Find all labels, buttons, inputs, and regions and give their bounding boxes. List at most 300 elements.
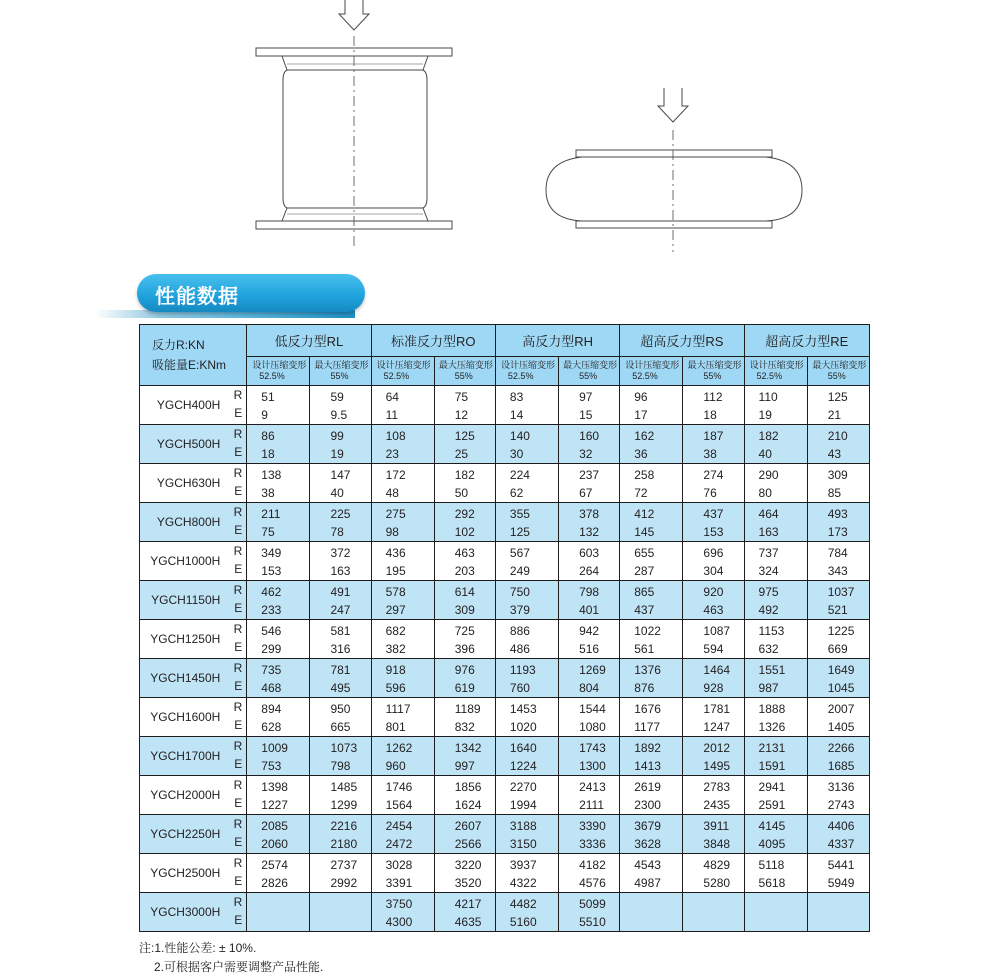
- subheader-design-deflection: [247, 356, 310, 385]
- table-row: [140, 464, 870, 503]
- energy-label: E: [234, 445, 243, 459]
- model-cell: [140, 659, 247, 698]
- energy-value: 5280: [703, 876, 731, 890]
- subheader-max-deflection: [434, 356, 495, 385]
- reaction-value: 274: [703, 468, 724, 482]
- value-cell: [807, 893, 869, 932]
- reaction-value: 59: [330, 390, 344, 404]
- reaction-label: R: [233, 622, 243, 636]
- compressed-body: [546, 157, 802, 221]
- energy-value: 264: [579, 564, 600, 578]
- reaction-value: 275: [385, 507, 406, 521]
- reaction-value: 99: [330, 429, 344, 443]
- value-cell: [495, 659, 558, 698]
- energy-value: 132: [579, 525, 600, 539]
- subheader-label: 最大压缩变形: [687, 359, 742, 370]
- energy-value: 760: [509, 681, 530, 695]
- energy-value: 1624: [454, 798, 482, 812]
- energy-label: E: [234, 562, 243, 576]
- reaction-value: 567: [509, 546, 530, 560]
- reaction-label: R: [233, 778, 243, 792]
- energy-value: 2180: [330, 837, 358, 851]
- value-cell: [744, 542, 807, 581]
- energy-value: 3520: [454, 876, 482, 890]
- reaction-value: 578: [385, 585, 406, 599]
- reaction-value: 125: [454, 429, 475, 443]
- reaction-value: 412: [634, 507, 655, 521]
- energy-value: 233: [261, 603, 282, 617]
- value-cell: [371, 737, 434, 776]
- reaction-value: 1037: [827, 585, 855, 599]
- corner-label-reaction: 反力R:KN: [152, 338, 205, 352]
- value-cell: [495, 464, 558, 503]
- reaction-value: 86: [261, 429, 275, 443]
- energy-value: 203: [454, 564, 475, 578]
- reaction-value: 1892: [634, 741, 661, 755]
- energy-value: 928: [703, 681, 724, 695]
- table-row: [140, 854, 870, 893]
- value-cell: [495, 620, 558, 659]
- subheader-max-deflection: [683, 356, 744, 385]
- energy-value: 287: [634, 564, 655, 578]
- energy-value: 18: [703, 408, 717, 422]
- model-cell: [140, 776, 247, 815]
- value-cell: [620, 659, 683, 698]
- value-cell: [371, 503, 434, 542]
- reaction-value: 975: [758, 585, 779, 599]
- energy-value: 30: [509, 447, 524, 461]
- reaction-value: 491: [330, 585, 351, 599]
- energy-value: 382: [385, 642, 406, 656]
- energy-value: 4095: [758, 837, 786, 851]
- energy-value: 4300: [385, 915, 413, 929]
- reaction-value: 147: [330, 468, 351, 482]
- subheader-percent: 55%: [703, 370, 722, 381]
- value-cell: [620, 893, 683, 932]
- value-cell: [559, 776, 620, 815]
- value-cell: [434, 893, 495, 932]
- energy-value: 72: [634, 486, 648, 500]
- section-heading: [95, 272, 355, 320]
- energy-label: E: [234, 679, 243, 693]
- reaction-label: R: [233, 661, 243, 675]
- subheader-percent: 52.5%: [756, 370, 783, 381]
- energy-value: 396: [454, 642, 475, 656]
- energy-value: 80: [758, 486, 772, 500]
- reaction-value: 3911: [703, 819, 730, 833]
- reaction-value: 1676: [634, 702, 661, 716]
- load-arrow-left: [339, 0, 369, 30]
- reaction-value: 172: [385, 468, 406, 482]
- energy-value: 125: [509, 525, 530, 539]
- subheader-label: 最大压缩变形: [314, 359, 369, 370]
- reaction-value: 1544: [579, 702, 606, 716]
- energy-value: 5510: [579, 915, 606, 929]
- model-name: YGCH400H: [156, 398, 221, 412]
- reaction-value: 110: [758, 390, 778, 404]
- energy-value: 3391: [385, 876, 413, 890]
- value-cell: [247, 542, 310, 581]
- model-name: YGCH2000H: [150, 788, 221, 802]
- compressed-fender-diagram: [546, 88, 802, 252]
- reaction-value: 1087: [703, 624, 731, 638]
- energy-value: 1413: [634, 759, 661, 773]
- value-cell: [434, 464, 495, 503]
- reaction-label: R: [233, 817, 243, 831]
- value-cell: [371, 893, 434, 932]
- subheader-percent: 55%: [579, 370, 598, 381]
- energy-value: 21: [827, 408, 842, 422]
- model-cell: [140, 737, 247, 776]
- value-cell: [620, 698, 683, 737]
- value-cell: [310, 542, 371, 581]
- energy-value: 62: [509, 486, 524, 500]
- reaction-value: 2266: [827, 741, 855, 755]
- value-cell: [495, 386, 558, 425]
- energy-value: 163: [758, 525, 779, 539]
- energy-value: 2300: [634, 798, 661, 812]
- value-cell: [310, 737, 371, 776]
- reaction-value: 4217: [454, 897, 482, 911]
- energy-value: 3848: [703, 837, 731, 851]
- reaction-label: R: [233, 388, 243, 402]
- subheader-max-deflection: [310, 356, 371, 385]
- energy-value: 309: [454, 603, 475, 617]
- reaction-label: R: [233, 427, 243, 441]
- value-cell: [683, 542, 744, 581]
- value-cell: [620, 776, 683, 815]
- subheader-label: 最大压缩变形: [812, 359, 867, 370]
- energy-value: 67: [579, 486, 593, 500]
- energy-value: 36: [634, 447, 648, 461]
- reaction-label: R: [233, 895, 243, 909]
- reaction-value: 349: [261, 546, 282, 560]
- reaction-value: 258: [634, 468, 655, 482]
- model-name: YGCH2250H: [150, 827, 221, 841]
- model-cell: [140, 698, 247, 737]
- value-cell: [371, 776, 434, 815]
- energy-value: 1405: [827, 720, 855, 734]
- reaction-value: 140: [509, 429, 530, 443]
- energy-value: 145: [634, 525, 655, 539]
- value-cell: [683, 386, 744, 425]
- reaction-value: 5118: [758, 858, 785, 872]
- reaction-value: 696: [703, 546, 724, 560]
- energy-value: 17: [634, 408, 648, 422]
- value-cell: [744, 854, 807, 893]
- table-row: [140, 698, 870, 737]
- reaction-label: R: [233, 505, 243, 519]
- value-cell: [247, 659, 310, 698]
- value-cell: [310, 581, 371, 620]
- energy-label: E: [234, 796, 243, 810]
- group-header-rs: 超高反力型RS: [620, 325, 744, 357]
- compressed-top-flange: [576, 150, 772, 157]
- note-tolerance: 注:1.性能公差: ± 10%.: [139, 941, 257, 955]
- reaction-value: [620, 893, 682, 895]
- energy-value: 4635: [454, 915, 482, 929]
- energy-value: 5618: [758, 876, 786, 890]
- reaction-value: 735: [261, 663, 282, 677]
- energy-value: 521: [827, 603, 848, 617]
- model-cell: [140, 503, 247, 542]
- table-row: [140, 893, 870, 932]
- reaction-value: 920: [703, 585, 724, 599]
- energy-value: 596: [385, 681, 406, 695]
- energy-value: 78: [330, 525, 344, 539]
- fender-body-right: [423, 56, 428, 221]
- reaction-value: 4145: [758, 819, 786, 833]
- value-cell: [434, 698, 495, 737]
- value-cell: [247, 620, 310, 659]
- reaction-value: 125: [827, 390, 848, 404]
- value-cell: [371, 815, 434, 854]
- energy-value: 5949: [827, 876, 855, 890]
- table-row: [140, 776, 870, 815]
- reaction-value: 1225: [827, 624, 855, 638]
- value-cell: [683, 776, 744, 815]
- energy-value: 468: [261, 681, 282, 695]
- model-cell: [140, 386, 247, 425]
- energy-value: 304: [703, 564, 724, 578]
- value-cell: [247, 893, 310, 932]
- performance-table: [139, 324, 870, 932]
- value-cell: [434, 503, 495, 542]
- value-cell: [559, 503, 620, 542]
- subheader-max-deflection: [559, 356, 620, 385]
- value-cell: [247, 386, 310, 425]
- value-cell: [495, 425, 558, 464]
- reaction-value: 886: [509, 624, 530, 638]
- reaction-value: 1649: [827, 663, 855, 677]
- reaction-value: 5441: [827, 858, 855, 872]
- energy-value: 1591: [758, 759, 786, 773]
- reaction-value: 1193: [509, 663, 536, 677]
- value-cell: [620, 620, 683, 659]
- reaction-value: 187: [703, 429, 724, 443]
- reaction-value: 112: [703, 390, 723, 404]
- subheader-max-deflection: [807, 356, 869, 385]
- energy-value: 9: [261, 408, 268, 422]
- subheader-label: 最大压缩变形: [563, 359, 618, 370]
- energy-value: 401: [579, 603, 600, 617]
- reaction-value: 3028: [385, 858, 413, 872]
- energy-value: 2111: [579, 798, 604, 812]
- subheader-percent: 55%: [454, 370, 473, 381]
- fender-body-left: [282, 56, 287, 221]
- subheader-label: 最大压缩变形: [438, 359, 493, 370]
- subheader-percent: 52.5%: [259, 370, 285, 381]
- energy-value: 1994: [509, 798, 537, 812]
- reaction-value: 4182: [579, 858, 606, 872]
- reaction-value: 493: [827, 507, 848, 521]
- energy-value: 38: [703, 447, 717, 461]
- reaction-value: 1022: [634, 624, 661, 638]
- energy-value: 3628: [634, 837, 661, 851]
- value-cell: [807, 503, 869, 542]
- reaction-value: 182: [454, 468, 475, 482]
- reaction-value: 1189: [454, 702, 481, 716]
- value-cell: [371, 542, 434, 581]
- reaction-label: R: [233, 700, 243, 714]
- energy-value: 23: [385, 447, 399, 461]
- reaction-value: 292: [454, 507, 475, 521]
- value-cell: [683, 893, 744, 932]
- subheader-percent: 55%: [827, 370, 846, 381]
- model-name: YGCH1450H: [150, 671, 221, 685]
- subheader-label: 设计压缩变形: [500, 359, 555, 370]
- reaction-value: 1073: [330, 741, 358, 755]
- reaction-value: 4829: [703, 858, 731, 872]
- energy-label: E: [234, 718, 243, 732]
- reaction-value: 1153: [758, 624, 785, 638]
- reaction-value: 737: [758, 546, 779, 560]
- reaction-value: 3750: [385, 897, 413, 911]
- value-cell: [683, 854, 744, 893]
- value-cell: [559, 698, 620, 737]
- reaction-value: 1269: [579, 663, 606, 677]
- energy-value: 4576: [579, 876, 606, 890]
- reaction-value: 2012: [703, 741, 731, 755]
- energy-value: 75: [261, 525, 275, 539]
- reaction-value: 3390: [579, 819, 606, 833]
- reaction-label: R: [233, 856, 243, 870]
- value-cell: [620, 542, 683, 581]
- energy-value: 25: [454, 447, 469, 461]
- reaction-value: 462: [261, 585, 282, 599]
- reaction-value: 309: [827, 468, 848, 482]
- value-cell: [310, 425, 371, 464]
- subheader-row: [140, 356, 870, 385]
- reaction-value: 182: [758, 429, 779, 443]
- reaction-value: 942: [579, 624, 600, 638]
- energy-value: 2566: [454, 837, 482, 851]
- value-cell: [559, 815, 620, 854]
- energy-value: 9.5: [330, 408, 348, 422]
- reaction-value: 108: [385, 429, 406, 443]
- energy-value: 85: [827, 486, 842, 500]
- reaction-value: 378: [579, 507, 600, 521]
- energy-value: 561: [634, 642, 655, 656]
- table-body: [140, 386, 870, 932]
- reaction-value: 682: [385, 624, 406, 638]
- table-row: [140, 815, 870, 854]
- reaction-value: 2216: [330, 819, 358, 833]
- value-cell: [683, 659, 744, 698]
- reaction-value: 464: [758, 507, 779, 521]
- model-cell: [140, 425, 247, 464]
- notes: [139, 939, 323, 977]
- energy-value: 2435: [703, 798, 731, 812]
- table-row: [140, 503, 870, 542]
- reaction-value: 64: [385, 390, 399, 404]
- value-cell: [371, 698, 434, 737]
- energy-value: 619: [454, 681, 475, 695]
- energy-value: 18: [261, 447, 275, 461]
- fender-diagrams: [0, 0, 987, 270]
- energy-value: 163: [330, 564, 351, 578]
- energy-value: 153: [703, 525, 724, 539]
- value-cell: [310, 815, 371, 854]
- energy-value: 753: [261, 759, 282, 773]
- value-cell: [495, 698, 558, 737]
- value-cell: [310, 464, 371, 503]
- energy-value: 2826: [261, 876, 288, 890]
- energy-value: 153: [261, 564, 282, 578]
- reaction-value: 1856: [454, 780, 482, 794]
- reaction-value: 3679: [634, 819, 661, 833]
- value-cell: [620, 854, 683, 893]
- value-cell: [310, 854, 371, 893]
- value-cell: [434, 659, 495, 698]
- reaction-label: R: [233, 739, 243, 753]
- reaction-value: 162: [634, 429, 655, 443]
- reaction-value: 2085: [261, 819, 288, 833]
- value-cell: [434, 854, 495, 893]
- energy-label: E: [234, 757, 243, 771]
- subheader-percent: 55%: [330, 370, 349, 381]
- reaction-value: 2131: [758, 741, 786, 755]
- subheader-label: 设计压缩变形: [625, 359, 680, 370]
- value-cell: [683, 620, 744, 659]
- reaction-value: 581: [330, 624, 351, 638]
- value-cell: [247, 464, 310, 503]
- energy-value: 173: [827, 525, 848, 539]
- value-cell: [495, 542, 558, 581]
- reaction-value: 3188: [509, 819, 537, 833]
- reaction-value: 750: [509, 585, 530, 599]
- energy-value: 665: [330, 720, 351, 734]
- reaction-value: 894: [261, 702, 282, 716]
- value-cell: [495, 893, 558, 932]
- energy-value: 1495: [703, 759, 731, 773]
- energy-value: 1080: [579, 720, 606, 734]
- energy-value: 492: [758, 603, 779, 617]
- reaction-value: 1009: [261, 741, 288, 755]
- reaction-value: 2574: [261, 858, 288, 872]
- energy-value: 516: [579, 642, 600, 656]
- energy-value: 297: [385, 603, 406, 617]
- value-cell: [247, 581, 310, 620]
- reaction-value: 1485: [330, 780, 358, 794]
- value-cell: [559, 659, 620, 698]
- subheader-percent: 52.5%: [507, 370, 534, 381]
- value-cell: [683, 581, 744, 620]
- reaction-value: 138: [261, 468, 282, 482]
- value-cell: [683, 698, 744, 737]
- value-cell: [371, 425, 434, 464]
- reaction-value: 918: [385, 663, 406, 677]
- value-cell: [247, 737, 310, 776]
- energy-value: 2992: [330, 876, 358, 890]
- reaction-value: 4543: [634, 858, 661, 872]
- value-cell: [807, 737, 869, 776]
- table-row: [140, 581, 870, 620]
- reaction-value: 546: [261, 624, 282, 638]
- reaction-value: 2941: [758, 780, 786, 794]
- reaction-value: 865: [634, 585, 655, 599]
- value-cell: [434, 815, 495, 854]
- energy-value: 1564: [385, 798, 413, 812]
- energy-value: 495: [330, 681, 351, 695]
- value-cell: [559, 581, 620, 620]
- energy-value: 379: [509, 603, 530, 617]
- value-cell: [371, 386, 434, 425]
- table-row: [140, 386, 870, 425]
- reaction-value: 603: [579, 546, 600, 560]
- energy-value: 1227: [261, 798, 288, 812]
- value-cell: [744, 386, 807, 425]
